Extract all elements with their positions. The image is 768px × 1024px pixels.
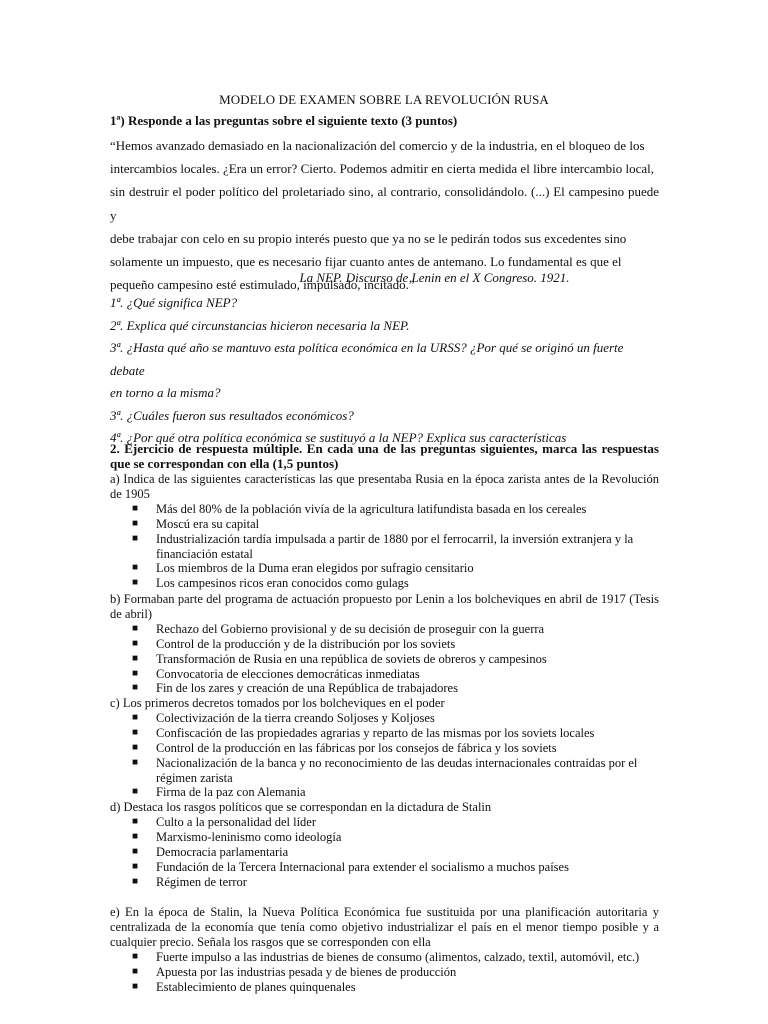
document-title: MODELO DE EXAMEN SOBRE LA REVOLUCIÓN RUSA <box>219 92 549 107</box>
bullet-icon: ■ <box>132 980 139 992</box>
bullet-icon: ■ <box>132 815 139 827</box>
option-list <box>110 502 659 591</box>
option-label: Nacionalización de la banca y no reconocimiento de las deudas internacionales contraídas por el régimen zarista <box>156 755 638 785</box>
option-label: Culto a la personalidad del líder <box>156 814 317 829</box>
option-list <box>110 950 659 995</box>
option-label: Firma de la paz con Alemania <box>156 785 306 800</box>
bullet-icon: ■ <box>132 502 139 514</box>
bullet-icon: ■ <box>132 741 139 753</box>
option-item[interactable] <box>110 681 659 696</box>
quote-line: sin destruir el poder político del proletariado sino, al contrario, consolidándolo. (...) El campesino puede y <box>110 184 659 223</box>
option-item[interactable] <box>110 965 659 980</box>
option-list <box>110 711 659 800</box>
option-item[interactable] <box>110 652 659 667</box>
option-item[interactable] <box>110 561 659 576</box>
option-label: Industrialización tardía impulsada a partir de 1880 por el ferrocarril, la inversión extranjera y la financiación estatal <box>156 531 634 561</box>
option-item[interactable] <box>110 785 659 800</box>
quote-line: “Hemos avanzado demasiado en la nacionalización del comercio y de la industria, en el bloqueo de los <box>110 138 645 153</box>
question-item: 1ª. ¿Qué significa NEP? <box>110 295 238 310</box>
option-item[interactable] <box>110 532 659 562</box>
quote-source: La NEP. Discurso de Lenin en el X Congreso. 1921. <box>299 270 570 285</box>
section-a <box>110 472 659 591</box>
option-label: Confiscación de las propiedades agrarias y reparto de las mismas por los soviets locales <box>156 725 595 740</box>
bullet-icon: ■ <box>132 756 139 768</box>
bullet-icon: ■ <box>132 622 139 634</box>
option-list <box>110 815 659 890</box>
option-label: Los campesinos ricos eran conocidos como gulags <box>156 576 409 591</box>
option-item[interactable] <box>110 517 659 532</box>
option-label: Convocatoria de elecciones democráticas inmediatas <box>156 666 420 681</box>
option-item[interactable] <box>110 980 659 995</box>
bullet-icon: ■ <box>132 950 139 962</box>
option-item[interactable] <box>110 756 659 786</box>
bullet-icon: ■ <box>132 652 139 664</box>
bullet-icon: ■ <box>132 711 139 723</box>
bullet-icon: ■ <box>132 845 139 857</box>
section-intro: b) Formaban parte del programa de actuación propuesto por Lenin a los bolcheviques en abril de 1917 (Tesis de abril) <box>110 592 659 621</box>
bullet-icon: ■ <box>132 532 139 544</box>
option-label: Rechazo del Gobierno provisional y de su decisión de proseguir con la guerra <box>156 621 545 636</box>
bullet-icon: ■ <box>132 726 139 738</box>
question-item: 3ª. ¿Cuáles fueron sus resultados económicos? <box>110 407 354 423</box>
option-item[interactable] <box>110 875 659 890</box>
quote-line: pequeño campesino esté estimulado, impulsado, incitado.” <box>110 277 415 293</box>
option-label: Apuesta por las industrias pesada y de bienes de producción <box>156 964 457 979</box>
bullet-icon: ■ <box>132 517 139 529</box>
option-label: Más del 80% de la población vivía de la agricultura latifundista basada en los cereales <box>156 501 587 516</box>
exercise-2-heading: 2. Ejercicio de respuesta múltiple. En cada una de las preguntas siguientes, marca las respuestas que se correspondan con ella (1,5 puntos) <box>110 441 659 471</box>
bullet-icon: ■ <box>132 875 139 887</box>
option-label: Control de la producción en las fábricas por los consejos de fábrica y los soviets <box>156 740 557 755</box>
bullet-icon: ■ <box>132 577 139 589</box>
option-label: Fuerte impulso a las industrias de bienes de consumo (alimentos, calzado, textil, automóvil, etc.) <box>156 949 640 964</box>
section-intro: c) Los primeros decretos tomados por los bolcheviques en el poder <box>110 696 445 710</box>
option-item[interactable] <box>110 830 659 845</box>
question-item: 3ª. ¿Hasta qué año se mantuvo esta política económica en la URSS? ¿Por qué se originó un fuerte debate <box>110 340 624 378</box>
option-item[interactable] <box>110 637 659 652</box>
section-b <box>110 592 659 696</box>
bullet-icon: ■ <box>132 965 139 977</box>
option-item[interactable] <box>110 576 659 591</box>
question-item: en torno a la misma? <box>110 385 221 400</box>
section-intro: e) En la época de Stalin, la Nueva Política Económica fue sustituida por una planificación autoritaria y centralizada de la economía que tenía como objetivo industrializar el país en el menor tiempo posible y a cualquier precio. Señala los rasgos que se corresponden con ella <box>110 905 659 949</box>
bullet-icon: ■ <box>132 786 139 798</box>
question-item: 4ª. ¿Por qué otra política económica se sustituyó a la NEP? Explica sus características <box>110 430 567 445</box>
option-item[interactable] <box>110 667 659 682</box>
option-label: Moscú era su capital <box>156 516 260 531</box>
question-1-heading: 1ª) Responde a las preguntas sobre el siguiente texto (3 puntos) <box>110 113 458 128</box>
bullet-icon: ■ <box>132 860 139 872</box>
bullet-icon: ■ <box>132 830 139 842</box>
option-label: Colectivización de la tierra creando Soljoses y Koljoses <box>156 710 435 725</box>
option-item[interactable] <box>110 711 659 726</box>
option-label: Control de la producción y de la distribución por los soviets <box>156 636 456 651</box>
section-d <box>110 800 659 889</box>
option-item[interactable] <box>110 845 659 860</box>
option-item[interactable] <box>110 726 659 741</box>
quote-line: solamente un impuesto, que es necesario fijar cuanto antes de antemano. Lo fundamental es que el <box>110 254 622 270</box>
section-intro: d) Destaca los rasgos políticos que se correspondan en la dictadura de Stalin <box>110 800 492 814</box>
option-item[interactable] <box>110 622 659 637</box>
option-item[interactable] <box>110 860 659 875</box>
option-label: Régimen de terror <box>156 874 247 889</box>
option-label: Marxismo-leninismo como ideología <box>156 829 342 844</box>
bullet-icon: ■ <box>132 562 139 574</box>
option-label: Democracia parlamentaria <box>156 844 289 859</box>
option-item[interactable] <box>110 502 659 517</box>
question-list <box>110 292 659 450</box>
bullet-icon: ■ <box>132 682 139 694</box>
question-item: 2ª. Explica qué circunstancias hicieron necesaria la NEP. <box>110 317 410 333</box>
section-intro: a) Indica de las siguientes características las que presentaba Rusia en la época zarista antes de la Revolución de 1905 <box>110 472 659 501</box>
option-label: Fin de los zares y creación de una República de trabajadores <box>156 681 458 696</box>
section-c <box>110 696 659 800</box>
option-label: Los miembros de la Duma eran elegidos por sufragio censitario <box>156 561 474 576</box>
option-item[interactable] <box>110 815 659 830</box>
option-label: Transformación de Rusia en una república de soviets de obreros y campesinos <box>156 651 547 666</box>
option-item[interactable] <box>110 950 659 965</box>
quote-line: intercambios locales. ¿Era un error? Cierto. Podemos admitir en cierta medida el libre intercambio local, <box>110 161 654 177</box>
option-list <box>110 622 659 697</box>
option-label: Establecimiento de planes quinquenales <box>156 979 356 994</box>
option-item[interactable] <box>110 741 659 756</box>
bullet-icon: ■ <box>132 637 139 649</box>
section-e <box>110 905 659 994</box>
quote-line: debe trabajar con celo en su propio interés puesto que ya no se le pedirán todos sus excedentes sino <box>110 230 627 246</box>
option-label: Fundación de la Tercera Internacional para extender el socialismo a muchos países <box>156 859 569 874</box>
bullet-icon: ■ <box>132 667 139 679</box>
